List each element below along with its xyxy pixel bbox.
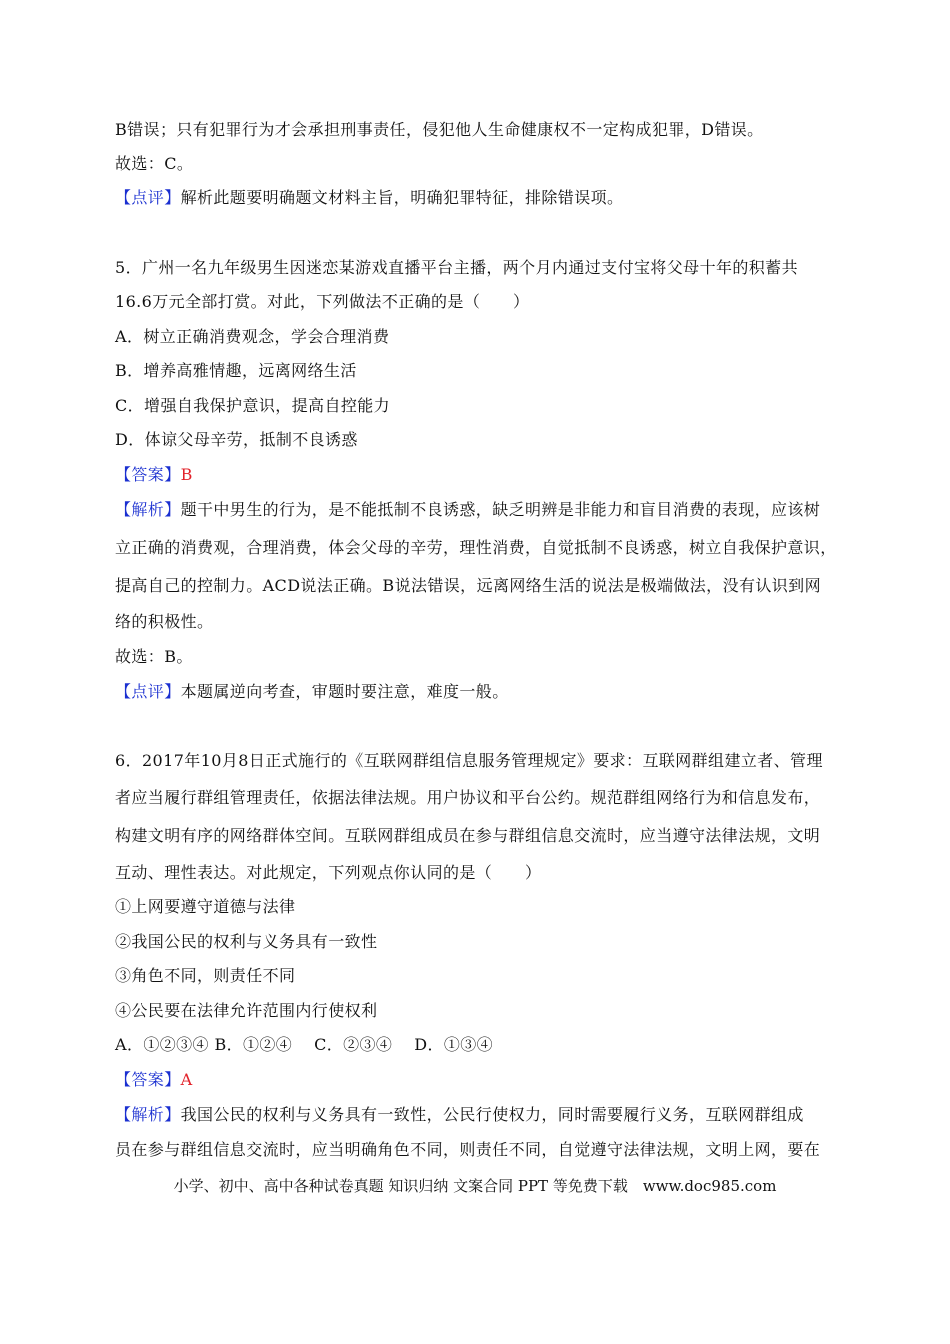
- comment-tag: 【点评】: [115, 188, 181, 207]
- q6-stem-line-1: 6．2017年10月8日正式施行的《互联网群组信息服务管理规定》要求：互联网群组建立者、管理: [115, 751, 823, 770]
- q6-item-2: ②我国公民的权利与义务具有一致性: [115, 932, 378, 951]
- q5-analysis-line-3: 提高自己的控制力。ACD说法正确。B说法错误，远离网络生活的说法是极端做法，没有认识到网: [115, 576, 821, 595]
- comment-text: 本题属逆向考查，审题时要注意，难度一般。: [180, 682, 509, 701]
- page-footer: 小学、初中、高中各种试卷真题 知识归纳 文案合同 PPT 等免费下载 www.doc985.com: [173, 1177, 777, 1195]
- answer-value: A: [180, 1070, 193, 1089]
- answer-tag: 【答案】: [115, 1070, 181, 1089]
- analysis-tag: 【解析】: [115, 500, 181, 519]
- answer-value: B: [180, 465, 193, 484]
- q5-stem-line-1: 5．广州一名九年级男生因迷恋某游戏直播平台主播，两个月内通过支付宝将父母十年的积蓄共: [115, 258, 798, 277]
- top-comment-line: [115, 188, 623, 208]
- q5-option-d: D．体谅父母辛劳，抵制不良诱惑: [115, 430, 358, 449]
- q6-item-4: ④公民要在法律允许范围内行使权利: [115, 1001, 378, 1020]
- comment-text: 解析此题要明确题文材料主旨，明确犯罪特征，排除错误项。: [180, 188, 624, 207]
- q6-options: A．①②③④ B．①②④ C．②③④ D．①③④: [115, 1035, 494, 1054]
- b-error-line: B错误；只有犯罪行为才会承担刑事责任，侵犯他人生命健康权不一定构成犯罪，D错误。: [115, 120, 764, 139]
- analysis-tag: 【解析】: [115, 1105, 181, 1124]
- q6-answer-line: [115, 1070, 193, 1090]
- q6-stem-line-2: 者应当履行群组管理责任，依据法律法规。用户协议和平台公约。规范群组网络行为和信息发布，: [115, 788, 821, 807]
- q6-item-3: ③角色不同，则责任不同: [115, 966, 296, 985]
- top-choose-line: 故选：C。: [115, 154, 194, 173]
- q5-analysis-line-4: 络的积极性。: [115, 612, 214, 631]
- analysis-text: 题干中男生的行为，是不能抵制不良诱惑，缺乏明辨是非能力和盲目消费的表现，应该树: [180, 500, 821, 519]
- answer-tag: 【答案】: [115, 465, 181, 484]
- q5-option-b: B．增养高雅情趣，远离网络生活: [115, 361, 357, 380]
- analysis-text: 我国公民的权利与义务具有一致性，公民行使权力，同时需要履行义务，互联网群组成: [180, 1105, 804, 1124]
- q5-analysis-line-2: 立正确的消费观，合理消费，体会父母的辛劳，理性消费，自觉抵制不良诱惑，树立自我保护意识，: [115, 538, 837, 557]
- q6-stem-line-4: 互动、理性表达。对此规定，下列观点你认同的是（ ）: [115, 863, 542, 882]
- q5-comment-line: [115, 682, 509, 702]
- q5-option-a: A．树立正确消费观念，学会合理消费: [115, 327, 390, 346]
- q5-option-c: C．增强自我保护意识，提高自控能力: [115, 396, 391, 415]
- q6-analysis-line-1: [115, 1105, 804, 1125]
- q6-item-1: ①上网要遵守道德与法律: [115, 897, 296, 916]
- comment-tag: 【点评】: [115, 682, 181, 701]
- q5-choose-line: 故选：B。: [115, 647, 193, 666]
- q5-stem-line-2: 16.6万元全部打赏。对此，下列做法不正确的是（ ）: [115, 292, 530, 311]
- q5-analysis-line-1: [115, 500, 820, 520]
- q5-answer-line: [115, 465, 193, 485]
- q6-analysis-line-2: 员在参与群组信息交流时，应当明确角色不同，则责任不同，自觉遵守法律法规，文明上网，要在: [115, 1140, 821, 1159]
- q6-stem-line-3: 构建文明有序的网络群体空间。互联网群组成员在参与群组信息交流时，应当遵守法律法规，文明: [115, 826, 821, 845]
